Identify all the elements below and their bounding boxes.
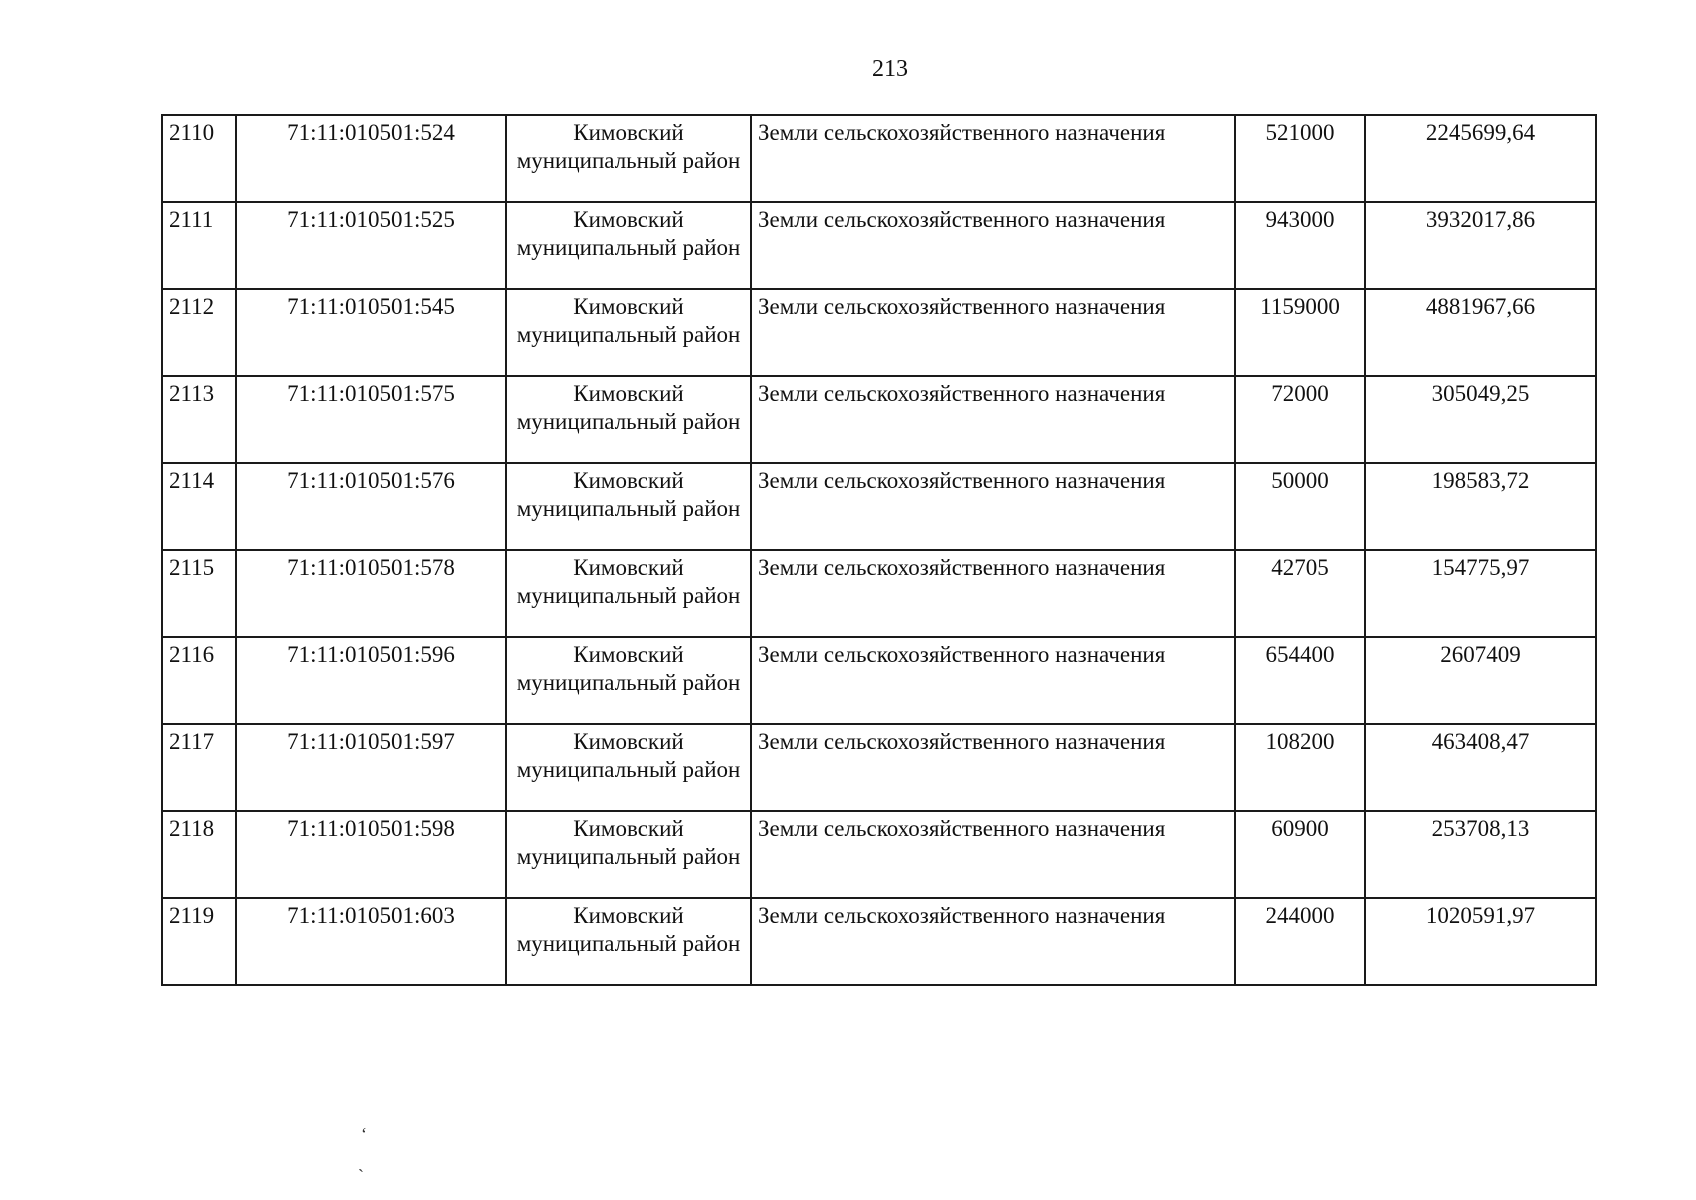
- district-name: Кимовский муниципальный район: [506, 115, 751, 202]
- district-name: Кимовский муниципальный район: [506, 376, 751, 463]
- land-area: 72000: [1235, 376, 1365, 463]
- cadastral-value: 2245699,64: [1365, 115, 1596, 202]
- land-area: 654400: [1235, 637, 1365, 724]
- cadastral-value: 4881967,66: [1365, 289, 1596, 376]
- land-registry-table: [161, 114, 1597, 986]
- land-area: 943000: [1235, 202, 1365, 289]
- cadastral-value: 1020591,97: [1365, 898, 1596, 985]
- cadastral-value: 3932017,86: [1365, 202, 1596, 289]
- table-row: [162, 289, 1596, 376]
- table-row: [162, 811, 1596, 898]
- district-name: Кимовский муниципальный район: [506, 463, 751, 550]
- table-row: [162, 724, 1596, 811]
- land-category: Земли сельскохозяйственного назначения: [751, 637, 1235, 724]
- row-number: 2110: [162, 115, 236, 202]
- row-number: 2113: [162, 376, 236, 463]
- cadastral-value: 305049,25: [1365, 376, 1596, 463]
- cadastral-number: 71:11:010501:575: [236, 376, 506, 463]
- cadastral-number: 71:11:010501:597: [236, 724, 506, 811]
- row-number: 2111: [162, 202, 236, 289]
- land-category: Земли сельскохозяйственного назначения: [751, 202, 1235, 289]
- table-row: [162, 202, 1596, 289]
- cadastral-value: 154775,97: [1365, 550, 1596, 637]
- row-number: 2117: [162, 724, 236, 811]
- district-name: Кимовский муниципальный район: [506, 637, 751, 724]
- land-area: 42705: [1235, 550, 1365, 637]
- cadastral-value: 2607409: [1365, 637, 1596, 724]
- land-category: Земли сельскохозяйственного назначения: [751, 724, 1235, 811]
- row-number: 2112: [162, 289, 236, 376]
- scan-mark: ‘: [361, 1124, 367, 1144]
- table-row: [162, 376, 1596, 463]
- land-area: 50000: [1235, 463, 1365, 550]
- row-number: 2114: [162, 463, 236, 550]
- cadastral-number: 71:11:010501:576: [236, 463, 506, 550]
- row-number: 2116: [162, 637, 236, 724]
- district-name: Кимовский муниципальный район: [506, 898, 751, 985]
- land-category: Земли сельскохозяйственного назначения: [751, 376, 1235, 463]
- table-row: [162, 115, 1596, 202]
- cadastral-value: 198583,72: [1365, 463, 1596, 550]
- district-name: Кимовский муниципальный район: [506, 724, 751, 811]
- land-category: Земли сельскохозяйственного назначения: [751, 115, 1235, 202]
- cadastral-number: 71:11:010501:578: [236, 550, 506, 637]
- land-area: 244000: [1235, 898, 1365, 985]
- land-category: Земли сельскохозяйственного назначения: [751, 811, 1235, 898]
- table-row: [162, 898, 1596, 985]
- land-area: 521000: [1235, 115, 1365, 202]
- cadastral-number: 71:11:010501:545: [236, 289, 506, 376]
- cadastral-number: 71:11:010501:596: [236, 637, 506, 724]
- page-number: 213: [872, 56, 908, 82]
- table-row: [162, 463, 1596, 550]
- table-row: [162, 637, 1596, 724]
- land-area: 60900: [1235, 811, 1365, 898]
- land-category: Земли сельскохозяйственного назначения: [751, 898, 1235, 985]
- row-number: 2119: [162, 898, 236, 985]
- district-name: Кимовский муниципальный район: [506, 289, 751, 376]
- row-number: 2118: [162, 811, 236, 898]
- cadastral-number: 71:11:010501:603: [236, 898, 506, 985]
- cadastral-number: 71:11:010501:525: [236, 202, 506, 289]
- district-name: Кимовский муниципальный район: [506, 550, 751, 637]
- district-name: Кимовский муниципальный район: [506, 202, 751, 289]
- row-number: 2115: [162, 550, 236, 637]
- district-name: Кимовский муниципальный район: [506, 811, 751, 898]
- table-body: [162, 115, 1596, 985]
- scan-mark: ˎ: [358, 1152, 364, 1172]
- land-category: Земли сельскохозяйственного назначения: [751, 289, 1235, 376]
- land-area: 1159000: [1235, 289, 1365, 376]
- cadastral-number: 71:11:010501:598: [236, 811, 506, 898]
- table-row: [162, 550, 1596, 637]
- land-category: Земли сельскохозяйственного назначения: [751, 463, 1235, 550]
- land-category: Земли сельскохозяйственного назначения: [751, 550, 1235, 637]
- cadastral-value: 253708,13: [1365, 811, 1596, 898]
- cadastral-number: 71:11:010501:524: [236, 115, 506, 202]
- land-area: 108200: [1235, 724, 1365, 811]
- cadastral-value: 463408,47: [1365, 724, 1596, 811]
